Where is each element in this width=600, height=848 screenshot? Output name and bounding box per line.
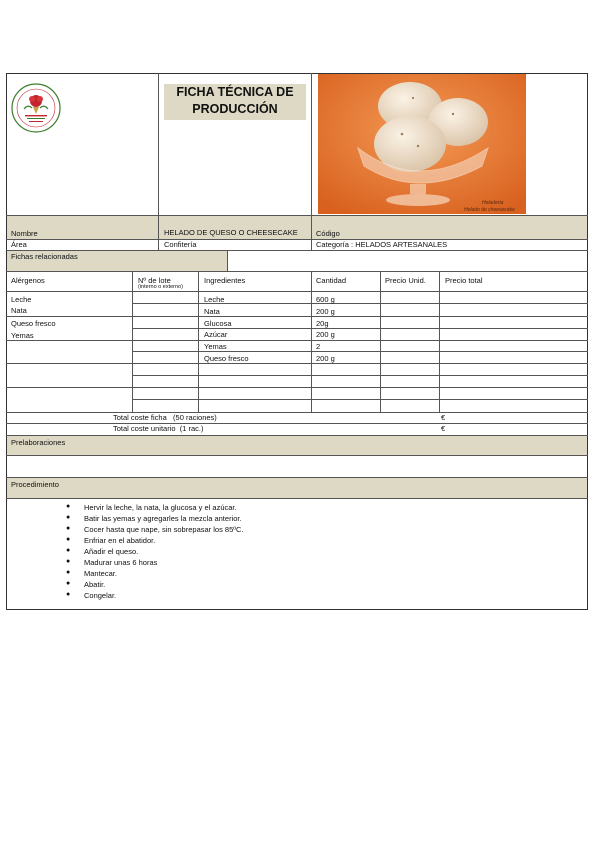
- alergeno-item: Yemas: [11, 331, 34, 340]
- bullet-icon: ●: [66, 514, 71, 521]
- line-h3: [6, 250, 588, 251]
- alergeno-item: Queso fresco: [11, 319, 56, 328]
- ingredient-name: Yemas: [204, 342, 227, 351]
- header-ingredientes: Ingredientes: [204, 276, 246, 285]
- line-h2: [6, 239, 588, 240]
- ice-cream-photo: [318, 74, 526, 214]
- line-prelab-bottom: [6, 455, 588, 456]
- photo-caption-2: Helado de cheesecake: [464, 207, 515, 213]
- procedimiento-step: Madurar unas 6 horas: [84, 558, 158, 567]
- nombre-label: Nombre: [11, 229, 38, 238]
- procedimiento-step: Hervir la leche, la nata, la glucosa y el azúcar.: [84, 503, 237, 512]
- header-divider-1: [158, 73, 159, 250]
- header-cantidad: Cantidad: [316, 276, 347, 285]
- ingredient-qty: 2: [316, 342, 321, 351]
- document-title: [164, 84, 306, 120]
- line-prelab-top: [6, 435, 588, 436]
- ingredient-qty: 20g: [316, 319, 329, 328]
- procedimiento-step: Añadir el queso.: [84, 547, 139, 556]
- ice-cream-cup-icon: [318, 74, 526, 214]
- procedimiento-step: Congelar.: [84, 591, 117, 600]
- header-divider-2: [311, 73, 312, 250]
- ingredient-qty: 200 g: [316, 354, 335, 363]
- header-lote: Nº de lote: [138, 276, 171, 285]
- ingredient-name: Leche: [204, 295, 225, 304]
- bullet-icon: ●: [66, 569, 71, 576]
- header-alergenos: Alérgenos: [11, 276, 45, 285]
- procedimiento-step: Batir las yemas y agregarles la mezcla anterior.: [84, 514, 242, 523]
- header-precio-unid: Precio Unid.: [385, 276, 426, 285]
- alergeno-item: Leche: [11, 295, 32, 304]
- ingredients-table: [6, 271, 588, 435]
- title-line-1: FICHA TÉCNICA DE: [176, 85, 294, 99]
- line-proc-bottom: [6, 498, 588, 499]
- line-h1: [6, 215, 588, 216]
- ingredient-qty: 600 g: [316, 295, 335, 304]
- total-coste-ficha: Total coste ficha (50 raciones): [113, 413, 217, 422]
- bullet-icon: ●: [66, 547, 71, 554]
- procedimiento-label: Procedimiento: [11, 480, 59, 489]
- bullet-icon: ●: [66, 503, 71, 510]
- bullet-icon: ●: [66, 580, 71, 587]
- area-label: Área: [11, 240, 27, 249]
- line-proc-top: [6, 477, 588, 478]
- logo: [10, 82, 62, 134]
- title-line-2: PRODUCCIÓN: [192, 102, 278, 116]
- procedimiento-step: Mantecar.: [84, 569, 117, 578]
- line-fichas-v: [227, 250, 228, 271]
- ingredient-name: Azúcar: [204, 330, 228, 339]
- nombre-value: HELADO DE QUESO O CHEESECAKE: [164, 228, 298, 237]
- logo-emblem-icon: [10, 82, 62, 134]
- procedimiento-band: [7, 477, 587, 498]
- bullet-icon: ●: [66, 591, 71, 598]
- ingredient-qty: 200 g: [316, 330, 335, 339]
- bullet-icon: ●: [66, 558, 71, 565]
- codigo-label: Código: [316, 229, 340, 238]
- total-coste-unitario: Total coste unitario (1 rac.): [113, 424, 204, 433]
- ingredient-qty: 200 g: [316, 307, 335, 316]
- procedimiento-step: Enfriar en el abatidor.: [84, 536, 156, 545]
- bullet-icon: ●: [66, 536, 71, 543]
- header-precio-total: Precio total: [445, 276, 483, 285]
- ingredient-name: Glucosa: [204, 319, 232, 328]
- fichas-label: Fichas relacionadas: [11, 252, 78, 261]
- prelaboraciones-band: [7, 435, 587, 455]
- ingredient-name: Nata: [204, 307, 220, 316]
- ingredient-name: Queso fresco: [204, 354, 249, 363]
- area-value: Confitería: [164, 240, 197, 249]
- total-unitario-euro: €: [441, 424, 446, 433]
- bullet-icon: ●: [66, 525, 71, 532]
- procedimiento-step: Abatir.: [84, 580, 106, 589]
- total-ficha-euro: €: [441, 413, 446, 422]
- procedimiento-step: Cocer hasta que nape, sin sobrepasar los 85ºC.: [84, 525, 244, 534]
- categoria-value: Categoría : HELADOS ARTESANALES: [316, 240, 448, 249]
- header-lote-sub: (interno o externo): [138, 284, 183, 290]
- alergeno-item: Nata: [11, 306, 27, 315]
- photo-caption-1: Heladeria: [482, 200, 504, 206]
- prelaboraciones-label: Prelaboraciones: [11, 438, 66, 447]
